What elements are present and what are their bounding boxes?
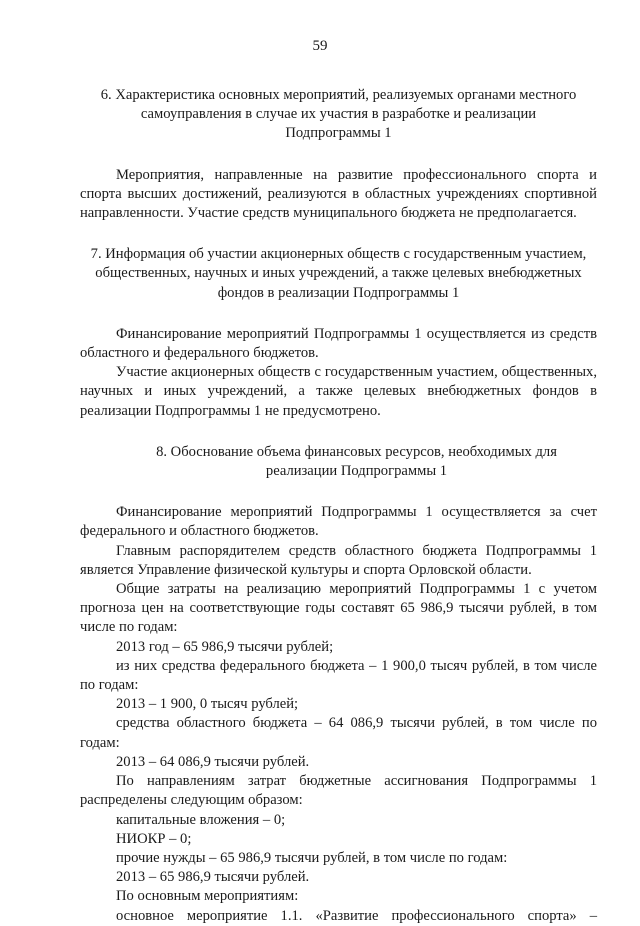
section-8-heading — [80, 443, 597, 481]
section-6-heading-line: самоуправления в случае их участия в разработке и реализации — [140, 106, 537, 123]
section-8-line: НИОКР – 0; — [116, 830, 192, 847]
section-7-heading — [80, 245, 597, 303]
page-content — [80, 86, 597, 926]
section-8-line: 2013 – 64 086,9 тысячи рублей. — [116, 753, 310, 770]
section-7-heading-line: фондов в реализации Подпрограммы 1 — [217, 284, 460, 301]
section-8-line: 2013 год – 65 986,9 тысячи рублей; — [116, 638, 334, 655]
section-8-paragraph: Финансирование мероприятий Подпрограммы 1 осуществляется за счет федерального и областного бюджетов. — [80, 504, 597, 540]
section-8-heading-line: реализации Подпрограммы 1 — [265, 463, 448, 480]
section-7-heading-line: 7. Информация об участии акционерных обществ с государственным участием, — [90, 246, 587, 263]
section-8-line: основное мероприятие 1.1. «Развитие профессионального спорта» – — [116, 907, 597, 924]
section-6-heading-line: 6. Характеристика основных мероприятий, реализуемых органами местного — [100, 87, 577, 103]
section-8-line: 2013 – 1 900, 0 тысяч рублей; — [116, 696, 299, 713]
section-7-heading-line: общественных, научных и иных учреждений, а также целевых внебюджетных — [95, 265, 582, 282]
section-7-paragraph: Финансирование мероприятий Подпрограммы 1 осуществляется из средств областного и федерального бюджетов. — [80, 325, 597, 362]
page-number: 59 — [312, 38, 328, 54]
section-6-heading — [80, 86, 597, 144]
section-8-heading-line: 8. Обоснование объема финансовых ресурсов, необходимых для — [156, 443, 557, 460]
section-8-paragraph: средства областного бюджета – 64 086,9 тысячи рублей, в том числе по годам: — [80, 715, 597, 751]
section-8-paragraph: Главным распорядителем средств областного бюджета Подпрограммы 1 является Управление физической культуры и спорта Орловской области. — [80, 542, 597, 578]
section-6-heading-line: Подпрограммы 1 — [285, 125, 392, 142]
section-8-paragraph: из них средства федерального бюджета – 1 900,0 тысяч рублей, в том числе по годам: — [80, 657, 597, 694]
section-8-line: По основным мероприятиям: — [116, 888, 299, 905]
section-8-paragraph: Общие затраты на реализацию мероприятий Подпрограммы 1 с учетом прогноза цен на соответствующие годы составят 65 986,9 тысячи рублей, в том числе по годам: — [80, 581, 597, 636]
section-8-line: капитальные вложения – 0; — [116, 811, 286, 828]
section-7-paragraph: Участие акционерных обществ с государственным участием, общественных, научных и иных учреждений, а также целевых внебюджетных фондов в реализации Подпрограммы 1 не предусмотрено. — [80, 364, 597, 419]
section-8-line: 2013 – 65 986,9 тысячи рублей. — [116, 869, 310, 886]
section-8-paragraph: По направлениям затрат бюджетные ассигнования Подпрограммы 1 распределены следующим образом: — [80, 773, 597, 809]
section-8-line: прочие нужды – 65 986,9 тысячи рублей, в том числе по годам: — [116, 849, 508, 866]
section-6-paragraph: Мероприятия, направленные на развитие профессионального спорта и спорта высших достижений, реализуются в областных учреждениях спортивной направленности. Участие средств муниципального бюджета не предполагается. — [80, 166, 597, 222]
